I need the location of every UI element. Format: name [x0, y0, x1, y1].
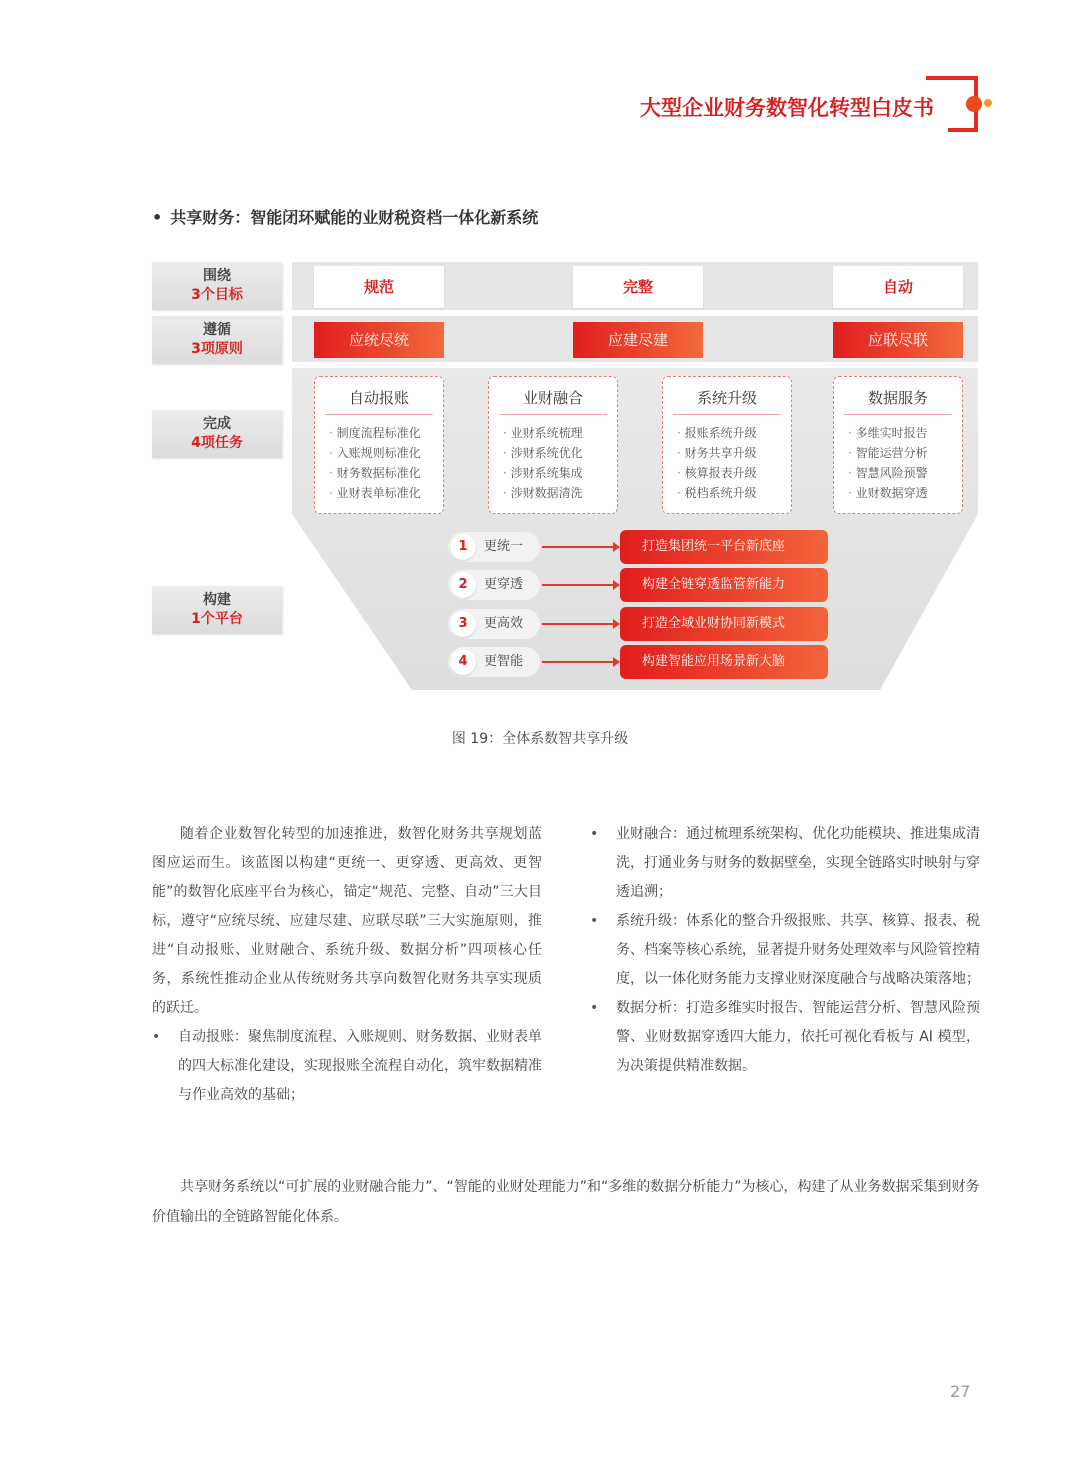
platform-number: 1 — [450, 534, 476, 560]
row-label-platform-line2: 1个平台 — [191, 611, 243, 627]
task-card-title: 自动报账 — [325, 387, 433, 415]
section-bullet: • — [152, 208, 163, 227]
body-left-column — [152, 820, 542, 1110]
platform-label: 更智能 — [484, 654, 524, 669]
summary-paragraph: 共享财务系统以“可扩展的业财融合能力”、“智能的业财处理能力”和“多维的数据分析能力”为核心，构建了从业务数据采集到财务价值输出的全链路智能化体系。 — [152, 1179, 980, 1225]
task-item: · 涉财系统优化 — [503, 443, 617, 463]
task-item: · 税档系统升级 — [677, 483, 791, 503]
row-label-goals-line1: 围绕 — [203, 268, 231, 284]
row-label-platform — [152, 586, 282, 634]
body-right-column — [590, 820, 980, 1081]
target-box: 自动 — [833, 266, 963, 308]
task-item: · 核算报表升级 — [677, 463, 791, 483]
blueprint-diagram — [152, 258, 980, 698]
task-item: · 制度流程标准化 — [329, 423, 443, 443]
row-label-principles — [152, 316, 282, 364]
task-item: · 多维实时报告 — [848, 423, 962, 443]
intro-paragraph: 随着企业数智化转型的加速推进，数智化财务共享规划蓝图应运而生。该蓝图以构建“更统一、更穿透、更高效、更智能”的数智化底座平台为核心，锚定“规范、完整、自动”三大目标，遵守“应统尽统、应建尽建、应联尽联”三大实施原则，推进“自动报账、业财融合、系统升级、数据分析”四项核心任务，系统性推动企业从传统财务共享向数智化财务共享实现质的跃迁。 — [152, 826, 542, 1016]
task-card-title: 系统升级 — [673, 387, 781, 415]
figure-caption: 图 19：全体系数智共享升级 — [451, 731, 629, 747]
brand-logo-dot-small — [984, 99, 992, 107]
brand-title: 大型企业财务数智化转型白皮书 — [640, 96, 934, 120]
task-item: · 财务数据标准化 — [329, 463, 443, 483]
target-box: 规范 — [314, 266, 444, 308]
arrow-right-icon — [542, 546, 618, 548]
task-item: · 入账规则标准化 — [329, 443, 443, 463]
platform-pill — [448, 532, 540, 562]
row-label-principles-line2: 3项原则 — [191, 341, 243, 357]
brand-logo-frame-lower — [948, 118, 978, 132]
platform-goal: 打造全域业财协同新模式 — [620, 607, 828, 641]
task-item: · 报账系统升级 — [677, 423, 791, 443]
platform-number: 3 — [450, 611, 476, 637]
task-card — [833, 376, 963, 514]
task-item: · 财务共享升级 — [677, 443, 791, 463]
row-label-platform-line1: 构建 — [203, 592, 231, 608]
section-heading — [152, 205, 538, 228]
brand-logo-dot — [966, 96, 982, 112]
task-item: · 业财表单标准化 — [329, 483, 443, 503]
platform-label: 更统一 — [484, 539, 524, 554]
target-box: 完整 — [573, 266, 703, 308]
row-label-tasks — [152, 410, 282, 458]
row-label-goals-line2: 3个目标 — [191, 287, 243, 303]
arrow-right-icon — [542, 661, 618, 663]
row-label-goals — [152, 262, 282, 310]
row-label-tasks-line2: 4项任务 — [191, 435, 243, 451]
platform-goal: 打造集团统一平台新底座 — [620, 530, 828, 564]
page-number: 27 — [950, 1382, 971, 1401]
principle-box: 应统尽统 — [314, 322, 444, 358]
platform-pill — [448, 609, 540, 639]
bullet-item: • 系统升级：体系化的整合升级报账、共享、核算、报表、税务、档案等核心系统，显著提升财务处理效率与风险管控精度，以一体化财务能力支撑业财深度融合与战略决策落地； — [590, 907, 980, 994]
principle-box: 应联尽联 — [833, 322, 963, 358]
platform-number: 4 — [450, 649, 476, 675]
task-item: · 业财系统梳理 — [503, 423, 617, 443]
task-card-title: 业财融合 — [499, 387, 607, 415]
row-label-tasks-line1: 完成 — [203, 416, 231, 432]
platform-label: 更高效 — [484, 616, 524, 631]
principle-box: 应建尽建 — [573, 322, 703, 358]
task-item: · 业财数据穿透 — [848, 483, 962, 503]
row-label-principles-line1: 遵循 — [203, 322, 231, 338]
task-card — [662, 376, 792, 514]
bullet-item: • 自动报账：聚焦制度流程、入账规则、财务数据、业财表单的四大标准化建设，实现报账全流程自动化，筑牢数据精准与作业高效的基础； — [152, 1023, 542, 1110]
task-card — [488, 376, 618, 514]
platform-pill — [448, 647, 540, 677]
arrow-right-icon — [542, 584, 618, 586]
platform-goal: 构建智能应用场景新大脑 — [620, 645, 828, 679]
task-card-title: 数据服务 — [844, 387, 952, 415]
task-item: · 涉财数据清洗 — [503, 483, 617, 503]
platform-number: 2 — [450, 572, 476, 598]
task-item: · 智能运营分析 — [848, 443, 962, 463]
bullet-item: • 数据分析：打造多维实时报告、智能运营分析、智慧风险预警、业财数据穿透四大能力，依托可视化看板与 AI 模型，为决策提供精准数据。 — [590, 994, 980, 1081]
task-card — [314, 376, 444, 514]
platform-label: 更穿透 — [484, 577, 524, 592]
platform-goal: 构建全链穿透监管新能力 — [620, 568, 828, 602]
task-item: · 智慧风险预警 — [848, 463, 962, 483]
arrow-right-icon — [542, 623, 618, 625]
bullet-item: • 业财融合：通过梳理系统架构、优化功能模块、推进集成清洗，打通业务与财务的数据壁垒，实现全链路实时映射与穿透追溯； — [590, 820, 980, 907]
task-item: · 涉财系统集成 — [503, 463, 617, 483]
platform-pill — [448, 570, 540, 600]
section-title-text: 共享财务：智能闭环赋能的业财税资档一体化新系统 — [170, 208, 539, 227]
